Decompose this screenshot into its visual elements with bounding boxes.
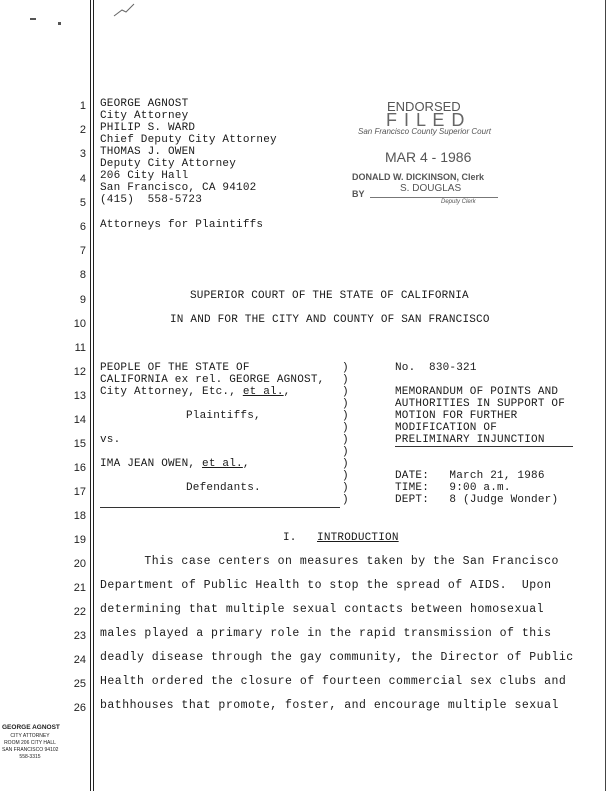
line-number: 26 [73, 702, 86, 714]
footer-line: 558-3315 [19, 754, 41, 760]
attorney-line: GEORGE AGNOST [100, 98, 189, 110]
case-number-label: No. [395, 362, 416, 374]
section-heading [283, 532, 399, 544]
attorney-line: City Attorney [100, 110, 189, 122]
attorney-line: San Francisco, CA 94102 [100, 182, 257, 194]
line-number: 16 [73, 462, 86, 474]
body-line: males played a primary role in the rapid transmission of this [100, 627, 552, 640]
line-number: 1 [79, 100, 86, 112]
paren: ) [342, 470, 349, 482]
line-number: 13 [73, 390, 86, 402]
line-number: 22 [73, 606, 86, 618]
party-line: PEOPLE OF THE STATE OF [100, 362, 250, 374]
case-number-value: 830-321 [429, 362, 477, 374]
stamp-by-name: S. DOUGLAS [400, 183, 462, 194]
paren: ) [342, 398, 349, 410]
stamp-signature-rule [370, 197, 498, 198]
paren: ) [342, 386, 349, 398]
line-number: 17 [73, 486, 86, 498]
footer-line: ROOM 206 CITY HALL [4, 740, 56, 746]
stamp-by: BY [352, 189, 365, 199]
dept-value: 8 (Judge Wonder) [449, 494, 559, 506]
time-value: 9:00 a.m. [449, 482, 511, 494]
dept-label: DEPT: [395, 494, 430, 506]
defendant-line [100, 458, 250, 470]
line-number: 6 [79, 221, 86, 233]
hearing-dept [395, 494, 558, 506]
line-number: 25 [73, 678, 86, 690]
body-line: This case centers on measures taken by the San Francisco [100, 555, 559, 568]
paren: ) [342, 482, 349, 494]
line-number: 20 [73, 558, 86, 570]
attorney-line: (415) 558-5723 [100, 194, 203, 206]
stamp-endorsed: ENDORSED [387, 99, 461, 114]
line-number: 3 [79, 148, 86, 160]
line-number: 2 [79, 124, 86, 136]
line-number: 24 [73, 654, 86, 666]
date-label: DATE: [395, 470, 430, 482]
paren: ) [342, 374, 349, 386]
document-title-line: AUTHORITIES IN SUPPORT OF [395, 398, 566, 410]
footer-line: CITY ATTORNEY [10, 733, 50, 739]
attorney-line: Deputy City Attorney [100, 158, 237, 170]
defendants-label: Defendants. [186, 482, 261, 494]
line-number: 12 [73, 366, 86, 378]
comma: , [283, 386, 291, 398]
paren: ) [342, 410, 349, 422]
stamp-clerk: DONALD W. DICKINSON, Clerk [352, 172, 485, 182]
document-title-line: MEMORANDUM OF POINTS AND [395, 386, 559, 398]
court-title-line1: SUPERIOR COURT OF THE STATE OF CALIFORNIA [190, 290, 469, 302]
line-number: 11 [74, 342, 86, 354]
margin-mark [30, 18, 36, 20]
section-number: I. [283, 532, 297, 544]
margin-mark [58, 22, 61, 25]
document-title-rule [395, 446, 573, 447]
section-title: INTRODUCTION [317, 532, 399, 544]
comma: , [242, 458, 250, 470]
paren: ) [342, 494, 349, 506]
line-number: 18 [73, 510, 86, 522]
footer-line: SAN FRANCISCO 94102 [2, 747, 59, 753]
body-line: bathhouses that promote, foster, and encourage multiple sexual [100, 699, 559, 712]
line-number: 14 [73, 414, 86, 426]
et-al: et al. [242, 386, 284, 398]
paren: ) [342, 446, 349, 458]
line-number: 8 [79, 269, 86, 281]
attorney-line: PHILIP S. WARD [100, 122, 196, 134]
body-line: Health ordered the closure of fourteen commercial sex clubs and [100, 675, 567, 688]
body-line: Department of Public Health to stop the spread of AIDS. Upon [100, 579, 552, 592]
document-title-line: MODIFICATION OF [395, 422, 498, 434]
party-line-text: City Attorney, Etc., [100, 386, 243, 398]
hearing-date [395, 470, 545, 482]
defendant-name: IMA JEAN OWEN, [100, 458, 203, 470]
right-margin-line [605, 0, 606, 791]
footer-line: GEORGE AGNOST [2, 724, 60, 731]
attorney-line: 206 City Hall [100, 170, 189, 182]
paren: ) [342, 422, 349, 434]
hearing-time [395, 482, 511, 494]
attorney-line: THOMAS J. OWEN [100, 146, 196, 158]
body-line: deadly disease through the gay community, the Director of Public [100, 651, 574, 664]
paren: ) [342, 434, 349, 446]
caption-bottom-rule [100, 507, 340, 508]
stamp-court: San Francisco County Superior Court [358, 127, 491, 136]
line-number: 9 [79, 294, 86, 306]
case-number [395, 362, 477, 374]
pen-scribble [112, 2, 136, 18]
party-line: CALIFORNIA ex rel. GEORGE AGNOST, [100, 374, 325, 386]
paren: ) [342, 362, 349, 374]
line-number: 23 [73, 630, 86, 642]
attorney-line: Chief Deputy City Attorney [100, 134, 277, 146]
left-margin-line-outer [90, 0, 91, 791]
vs-label: vs. [100, 434, 121, 446]
time-label: TIME: [395, 482, 430, 494]
party-line [100, 386, 290, 398]
document-title-line: PRELIMINARY INJUNCTION [395, 434, 545, 446]
attorneys-for: Attorneys for Plaintiffs [100, 219, 264, 231]
line-number: 10 [73, 318, 86, 330]
document-title-line: MOTION FOR FURTHER [395, 410, 518, 422]
line-number: 19 [73, 534, 86, 546]
line-number: 7 [79, 245, 86, 257]
left-margin-line-inner [93, 0, 94, 791]
line-number: 5 [79, 197, 86, 209]
court-title-line2: IN AND FOR THE CITY AND COUNTY OF SAN FRANCISCO [170, 314, 490, 326]
stamp-deputy: Deputy Clerk [441, 199, 476, 205]
line-number: 21 [73, 582, 86, 594]
line-number: 15 [73, 438, 86, 450]
paren: ) [342, 458, 349, 470]
date-value: March 21, 1986 [449, 470, 545, 482]
stamp-filed: F I L E D [386, 110, 466, 130]
stamp-date: MAR 4 - 1986 [385, 149, 472, 165]
line-number: 4 [79, 173, 86, 185]
plaintiffs-label: Plaintiffs, [186, 410, 261, 422]
et-al: et al. [202, 458, 243, 470]
body-line: determining that multiple sexual contacts between homosexual [100, 603, 545, 616]
